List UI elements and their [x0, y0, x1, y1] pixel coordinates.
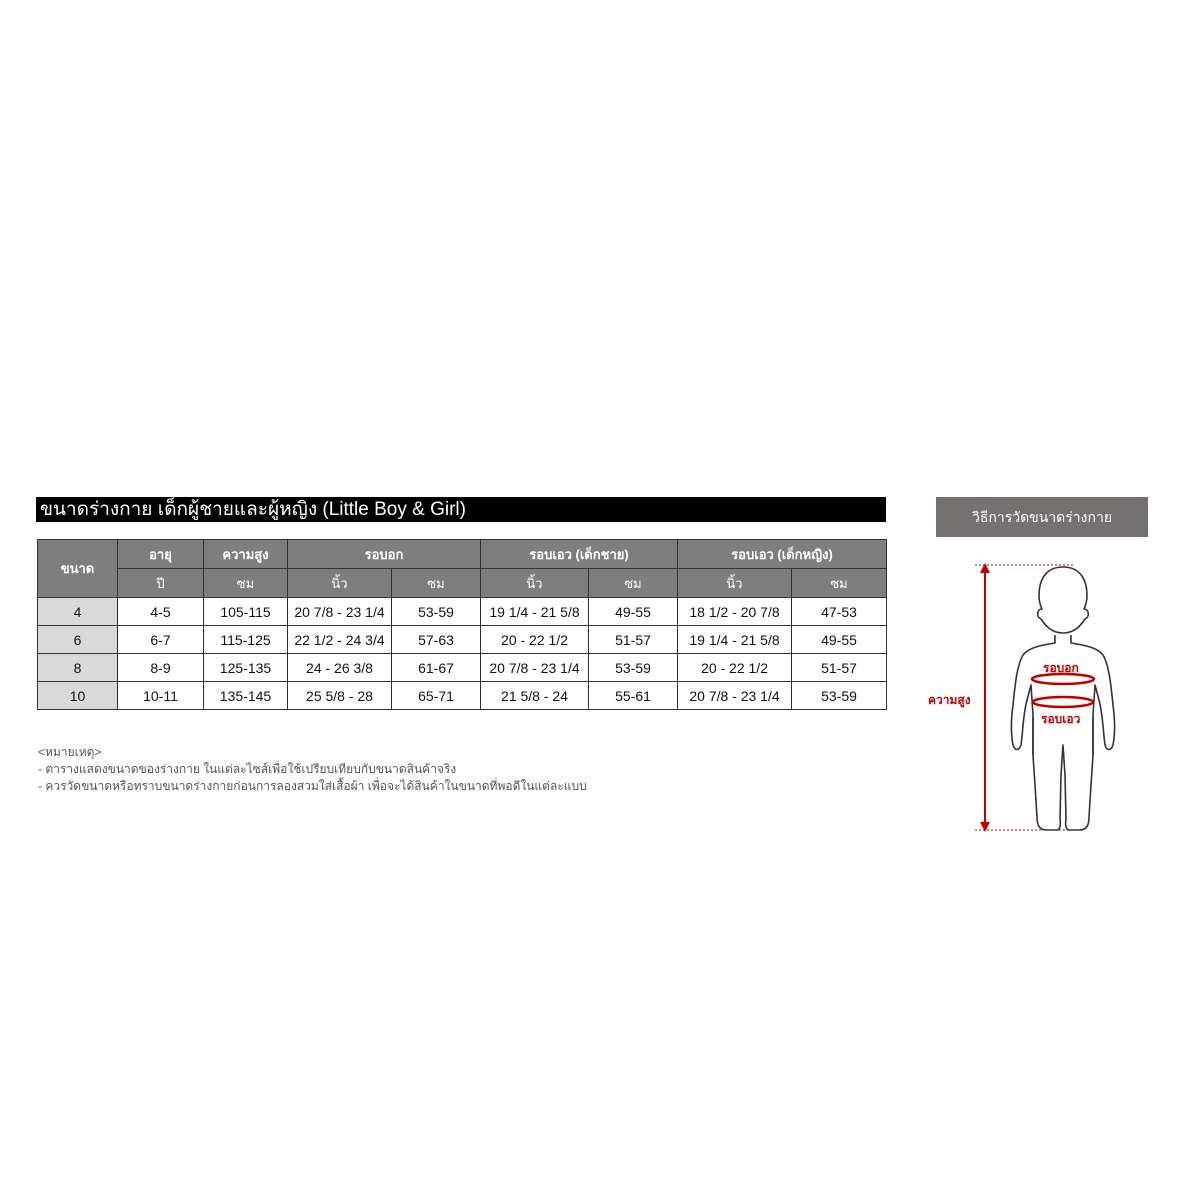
table-cell: 6-7	[118, 626, 204, 654]
size-cell: 10	[38, 682, 118, 710]
unit-header: ซม	[589, 569, 678, 598]
chest-label: รอบอก	[1043, 661, 1079, 675]
size-cell: 4	[38, 598, 118, 626]
table-cell: 125-135	[204, 654, 288, 682]
table-cell: 20 7/8 - 23 1/4	[678, 682, 792, 710]
waist-label: รอบเอว	[1041, 712, 1081, 726]
size-chart-table	[37, 539, 887, 710]
table-cell: 115-125	[204, 626, 288, 654]
table-cell: 53-59	[792, 682, 887, 710]
notes-line-1: - ตารางแสดงขนาดของร่างกาย ในแต่ละไซส์เพื่อใช้เปรียบเทียบกับขนาดสินค้าจริง	[38, 762, 457, 776]
header-unit-row	[38, 569, 887, 598]
table-body	[38, 598, 887, 710]
height-label: ความสูง	[928, 693, 971, 707]
table-cell: 4-5	[118, 598, 204, 626]
table-cell: 49-55	[589, 598, 678, 626]
table-cell: 49-55	[792, 626, 887, 654]
table-cell: 20 - 22 1/2	[481, 626, 589, 654]
height-arrow-icon	[980, 563, 990, 832]
table-cell: 47-53	[792, 598, 887, 626]
notes-heading: <หมายเหตุ>	[38, 745, 102, 759]
table-cell: 20 7/8 - 23 1/4	[288, 598, 392, 626]
unit-header: นิ้ว	[678, 569, 792, 598]
column-group-header: รอบเอว (เด็กหญิง)	[678, 540, 887, 569]
table-cell: 21 5/8 - 24	[481, 682, 589, 710]
table-cell: 20 7/8 - 23 1/4	[481, 654, 589, 682]
table-cell: 65-71	[392, 682, 481, 710]
table-row	[38, 626, 887, 654]
table-cell: 22 1/2 - 24 3/4	[288, 626, 392, 654]
table-cell: 57-63	[392, 626, 481, 654]
size-cell: 8	[38, 654, 118, 682]
table-cell: 135-145	[204, 682, 288, 710]
unit-header: ซม	[792, 569, 887, 598]
table-cell: 53-59	[589, 654, 678, 682]
table-cell: 8-9	[118, 654, 204, 682]
table-cell: 51-57	[589, 626, 678, 654]
table-row	[38, 654, 887, 682]
unit-header: นิ้ว	[288, 569, 392, 598]
size-cell: 6	[38, 626, 118, 654]
table-row	[38, 598, 887, 626]
how-to-measure-header: วิธีการวัดขนาดร่างกาย	[936, 497, 1148, 537]
table-cell: 19 1/4 - 21 5/8	[481, 598, 589, 626]
column-group-header: ความสูง	[204, 540, 288, 569]
table-cell: 55-61	[589, 682, 678, 710]
unit-header: ปี	[118, 569, 204, 598]
unit-header: ซม	[204, 569, 288, 598]
measurement-figure	[915, 555, 1175, 845]
table-cell: 61-67	[392, 654, 481, 682]
table-cell: 51-57	[792, 654, 887, 682]
notes-line-2: - ควรวัดขนาดหรือทราบขนาดร่างกายก่อนการลองสวมใส่เสื้อผ้า เพื่อจะได้สินค้าในขนาดที่พอดีในแต่ละแบบ	[38, 779, 587, 793]
table-cell: 105-115	[204, 598, 288, 626]
table-cell: 18 1/2 - 20 7/8	[678, 598, 792, 626]
table-cell: 25 5/8 - 28	[288, 682, 392, 710]
header-group-row	[38, 540, 887, 569]
table-cell: 20 - 22 1/2	[678, 654, 792, 682]
page-title: ขนาดร่างกาย เด็กผู้ชายและผู้หญิง (Little Boy & Girl)	[36, 497, 886, 522]
size-column-header: ขนาด	[38, 540, 118, 598]
table-cell: 53-59	[392, 598, 481, 626]
table-row	[38, 682, 887, 710]
column-group-header: อายุ	[118, 540, 204, 569]
unit-header: ซม	[392, 569, 481, 598]
table-cell: 19 1/4 - 21 5/8	[678, 626, 792, 654]
column-group-header: รอบเอว (เด็กชาย)	[481, 540, 678, 569]
unit-header: นิ้ว	[481, 569, 589, 598]
waist-measure-line	[1033, 697, 1093, 707]
table-cell: 24 - 26 3/8	[288, 654, 392, 682]
body-outline	[1012, 567, 1115, 830]
notes-section	[38, 744, 587, 795]
column-group-header: รอบอก	[288, 540, 481, 569]
table-cell: 10-11	[118, 682, 204, 710]
table-header	[38, 540, 887, 598]
